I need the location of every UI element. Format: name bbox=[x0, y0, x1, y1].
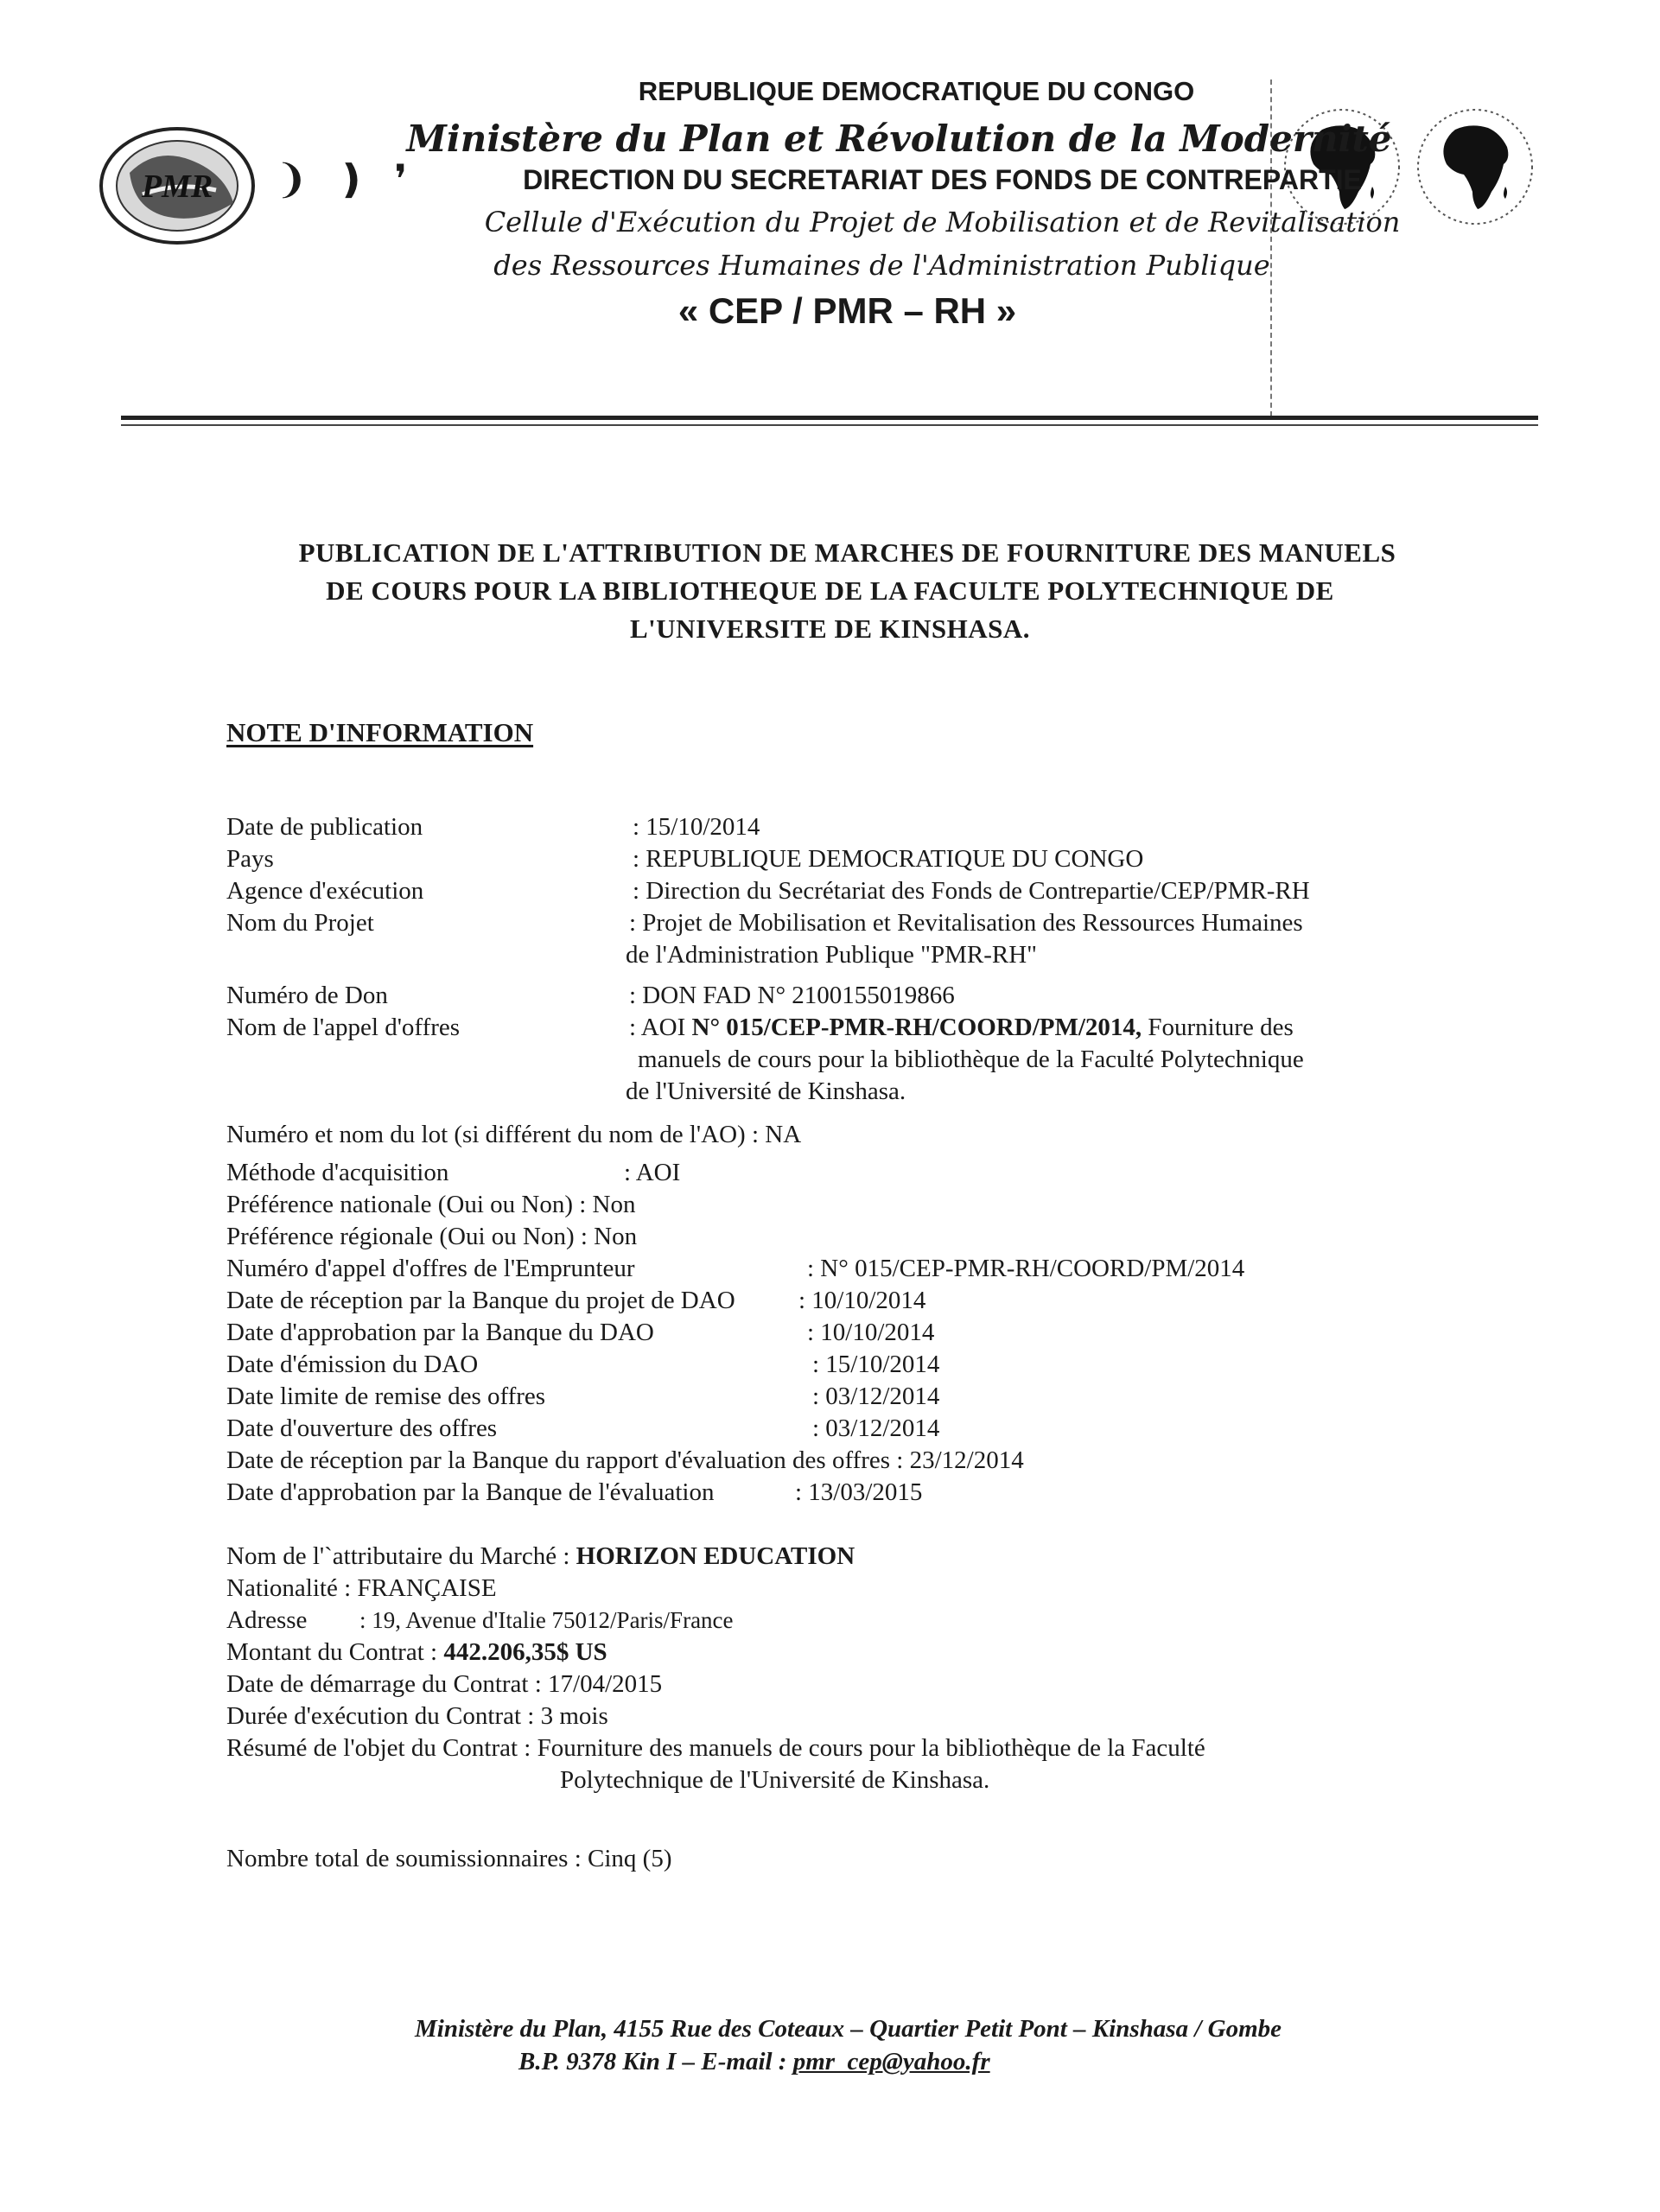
field-value: : 10/10/2014 bbox=[807, 1319, 935, 1346]
note-heading: NOTE D'INFORMATION bbox=[226, 717, 534, 747]
svg-text:PMR: PMR bbox=[141, 168, 213, 205]
field-label: Date d'approbation par la Banque de l'évaluation bbox=[226, 1478, 715, 1506]
decorative-marks: ❩ ❫ ❜ bbox=[275, 156, 415, 202]
field-label: Date d'approbation par la Banque du DAO bbox=[226, 1319, 654, 1346]
field-value: : 15/10/2014 bbox=[633, 813, 760, 841]
field-label: Numéro d'appel d'offres de l'Emprunteur bbox=[226, 1255, 635, 1282]
header-ministry: Ministère du Plan et Révolution de la Modernité bbox=[406, 118, 1392, 160]
field-label: Date de réception par la Banque du projet de DAO bbox=[226, 1287, 735, 1314]
field-value-cont: manuels de cours pour la bibliothèque de la Faculté Polytechnique bbox=[638, 1046, 1304, 1073]
field-value: : 15/10/2014 bbox=[812, 1351, 940, 1378]
field-label: Date de publication bbox=[226, 813, 423, 841]
field-value: : N° 015/CEP-PMR-RH/COORD/PM/2014 bbox=[807, 1255, 1245, 1282]
footer-email-link[interactable]: pmr_cep@yahoo.fr bbox=[792, 2048, 990, 2075]
field-value-cont: de l'Université de Kinshasa. bbox=[626, 1077, 906, 1105]
field-value: : Direction du Secrétariat des Fonds de Contrepartie/CEP/PMR-RH bbox=[633, 877, 1310, 905]
field-value: : 03/12/2014 bbox=[812, 1382, 940, 1410]
nationalite-line: Nationalité : FRANÇAISE bbox=[226, 1574, 497, 1602]
field-value: : AOI bbox=[624, 1159, 681, 1186]
field-label: Nom de l'appel d'offres bbox=[226, 1014, 461, 1041]
footer-address: Ministère du Plan, 4155 Rue des Coteaux – Quartier Petit Pont – Kinshasa / Gombe bbox=[415, 2015, 1282, 2043]
reception-rapport-line: Date de réception par la Banque du rapport d'évaluation des offres : 23/12/2014 bbox=[226, 1446, 1024, 1474]
field-label: Pays bbox=[226, 845, 274, 873]
field-value: : AOI N° 015/CEP-PMR-RH/COORD/PM/2014, Fourniture des bbox=[629, 1014, 1294, 1041]
resume-line1: Résumé de l'objet du Contrat : Fourniture des manuels de cours pour la bibliothèque de la Faculté bbox=[226, 1734, 1205, 1762]
pref-regionale-line: Préférence régionale (Oui ou Non) : Non bbox=[226, 1223, 638, 1250]
field-value: : Projet de Mobilisation et Revitalisation des Ressources Humaines bbox=[629, 909, 1303, 937]
contract-amount: 442.206,35$ US bbox=[443, 1638, 607, 1666]
header-cell-line2: des Ressources Humaines de l'Administration Publique bbox=[493, 249, 1270, 282]
field-label: Date limite de remise des offres bbox=[226, 1382, 546, 1410]
field-value: : 10/10/2014 bbox=[798, 1287, 926, 1314]
header-cell-line1: Cellule d'Exécution du Projet de Mobilisation et de Revitalisation bbox=[484, 206, 1401, 238]
document-title-line2: DE COURS POUR LA BIBLIOTHEQUE DE LA FACULTE POLYTECHNIQUE DE bbox=[326, 575, 1334, 606]
attributaire-name: HORIZON EDUCATION bbox=[576, 1542, 855, 1570]
duree-line: Durée d'exécution du Contrat : 3 mois bbox=[226, 1702, 608, 1730]
field-label: Adresse bbox=[226, 1606, 308, 1634]
header-direction: DIRECTION DU SECRETARIAT DES FONDS DE CONTREPARTIE bbox=[523, 164, 1362, 195]
field-value: : DON FAD N° 2100155019866 bbox=[629, 982, 955, 1009]
pref-nationale-line: Préférence nationale (Oui ou Non) : Non bbox=[226, 1191, 636, 1218]
lot-line: Numéro et nom du lot (si différent du nom de l'AO) : NA bbox=[226, 1121, 802, 1148]
field-label: Agence d'exécution bbox=[226, 877, 424, 905]
document-title-line1: PUBLICATION DE L'ATTRIBUTION DE MARCHES DE FOURNITURE DES MANUELS bbox=[298, 537, 1396, 568]
header-country: REPUBLIQUE DEMOCRATIQUE DU CONGO bbox=[638, 76, 1195, 106]
resume-line2: Polytechnique de l'Université de Kinshasa. bbox=[560, 1766, 990, 1794]
field-label: Méthode d'acquisition bbox=[226, 1159, 449, 1186]
header-acronym: « CEP / PMR – RH » bbox=[677, 290, 1017, 331]
document-title-line3: L'UNIVERSITE DE KINSHASA. bbox=[630, 613, 1030, 644]
montant-line: Montant du Contrat : 442.206,35$ US bbox=[226, 1638, 607, 1666]
field-label: Nom du Projet bbox=[226, 909, 374, 937]
field-value: : 13/03/2015 bbox=[795, 1478, 923, 1506]
header-rule bbox=[121, 416, 1538, 420]
field-label: Date d'ouverture des offres bbox=[226, 1414, 498, 1442]
soumissionnaires-line: Nombre total de soumissionnaires : Cinq (5) bbox=[226, 1845, 672, 1872]
field-label: Numéro de Don bbox=[226, 982, 388, 1009]
demarrage-line: Date de démarrage du Contrat : 17/04/2015 bbox=[226, 1670, 663, 1698]
field-value: : 03/12/2014 bbox=[812, 1414, 940, 1442]
field-value-cont: de l'Administration Publique "PMR-RH" bbox=[626, 941, 1037, 969]
attributaire-line: Nom de l'`attributaire du Marché : HORIZON EDUCATION bbox=[226, 1542, 855, 1570]
field-value: : REPUBLIQUE DEMOCRATIQUE DU CONGO bbox=[633, 845, 1144, 873]
tender-reference: N° 015/CEP-PMR-RH/COORD/PM/2014, bbox=[691, 1014, 1142, 1041]
field-label: Date d'émission du DAO bbox=[226, 1351, 479, 1378]
field-value: : 19, Avenue d'Italie 75012/Paris/France bbox=[359, 1607, 734, 1633]
footer-contact: B.P. 9378 Kin I – E-mail : pmr_cep@yahoo.fr bbox=[518, 2048, 990, 2075]
header-rule bbox=[121, 424, 1538, 426]
